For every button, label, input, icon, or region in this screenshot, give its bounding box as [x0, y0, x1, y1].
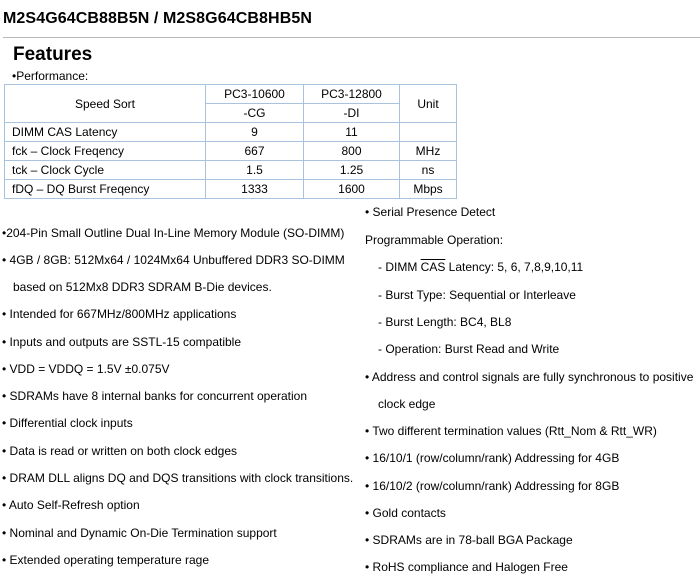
row-label: fDQ – DQ Burst Freqency — [5, 180, 206, 199]
di-header: -DI — [304, 104, 400, 123]
list-item: • SDRAMs have 8 internal banks for concurrent operation — [2, 389, 308, 403]
list-item: • Serial Presence Detect — [365, 205, 496, 219]
unit-value: Mbps — [400, 180, 457, 199]
list-item: clock edge — [378, 397, 436, 411]
cg-value: 9 — [206, 123, 304, 142]
list-item: • Two different termination values (Rtt_Nom & Rtt_WR) — [365, 424, 657, 438]
list-item: • 4GB / 8GB: 512Mx64 / 1024Mx64 Unbuffered DDR3 SO-DIMM — [2, 253, 345, 267]
di-value: 800 — [304, 142, 400, 161]
list-item: • Address and control signals are fully synchronous to positive — [365, 370, 694, 384]
unit-value: ns — [400, 161, 457, 180]
di-value: 11 — [304, 123, 400, 142]
list-item: • Differential clock inputs — [2, 416, 133, 430]
list-item: • Extended operating temperature rage — [2, 553, 209, 567]
list-item: • Nominal and Dynamic On-Die Termination support — [2, 526, 277, 540]
performance-label: •Performance: — [12, 69, 89, 83]
list-item: • 16/10/2 (row/column/rank) Addressing for 8GB — [365, 479, 620, 493]
document-title: M2S4G64CB88B5N / M2S8G64CB8HB5N — [3, 10, 312, 27]
unit-value: MHz — [400, 142, 457, 161]
list-item: - Operation: Burst Read and Write — [378, 342, 560, 356]
list-item: • Auto Self-Refresh option — [2, 498, 140, 512]
cas-overbar-text: $\overline{CAS}$ — [420, 260, 446, 274]
list-item: • VDD = VDDQ = 1.5V ±0.075V — [2, 362, 170, 376]
list-item: - Burst Length: BC4, BL8 — [378, 315, 512, 329]
right-feature-list — [360, 0, 700, 579]
list-item: based on 512Mx8 DDR3 SDRAM B-Die devices. — [13, 280, 272, 294]
cg-value: 1.5 — [206, 161, 304, 180]
row-label: tck – Clock Cycle — [5, 161, 206, 180]
list-item: •204-Pin Small Outline Dual In-Line Memory Module (SO-DIMM) — [2, 226, 345, 240]
list-item: Programmable Operation: — [365, 233, 504, 247]
unit-header: Unit — [400, 85, 457, 123]
list-item: • RoHS compliance and Halogen Free — [365, 560, 568, 574]
list-item: • Intended for 667MHz/800MHz applications — [2, 307, 237, 321]
list-item: • 16/10/1 (row/column/rank) Addressing for 4GB — [365, 451, 620, 465]
list-item — [378, 260, 583, 274]
list-item: • Inputs and outputs are SSTL-15 compatible — [2, 335, 242, 349]
speed-sort-header: Speed Sort — [5, 85, 206, 123]
cg-header: -CG — [206, 104, 304, 123]
di-value: 1.25 — [304, 161, 400, 180]
section-heading: Features — [13, 44, 93, 65]
cg-value: 667 — [206, 142, 304, 161]
cg-value: 1333 — [206, 180, 304, 199]
row-label: DIMM CAS Latency — [5, 123, 206, 142]
list-item: • Data is read or written on both clock edges — [2, 444, 237, 458]
pc3-10600-header: PC3-10600 — [206, 85, 304, 104]
di-value: 1600 — [304, 180, 400, 199]
list-item: • Gold contacts — [365, 506, 446, 520]
pc3-12800-header: PC3-12800 — [304, 85, 400, 104]
list-item: • DRAM DLL aligns DQ and DQS transitions with clock transitions. — [2, 471, 354, 485]
list-item: • SDRAMs are in 78-ball BGA Package — [365, 533, 573, 547]
cas-suffix: Latency: 5, 6, 7,8,9,10,11 — [445, 260, 584, 274]
row-label: fck – Clock Freqency — [5, 142, 206, 161]
cas-prefix: - DIMM — [378, 260, 421, 274]
list-item: - Burst Type: Sequential or Interleave — [378, 288, 576, 302]
